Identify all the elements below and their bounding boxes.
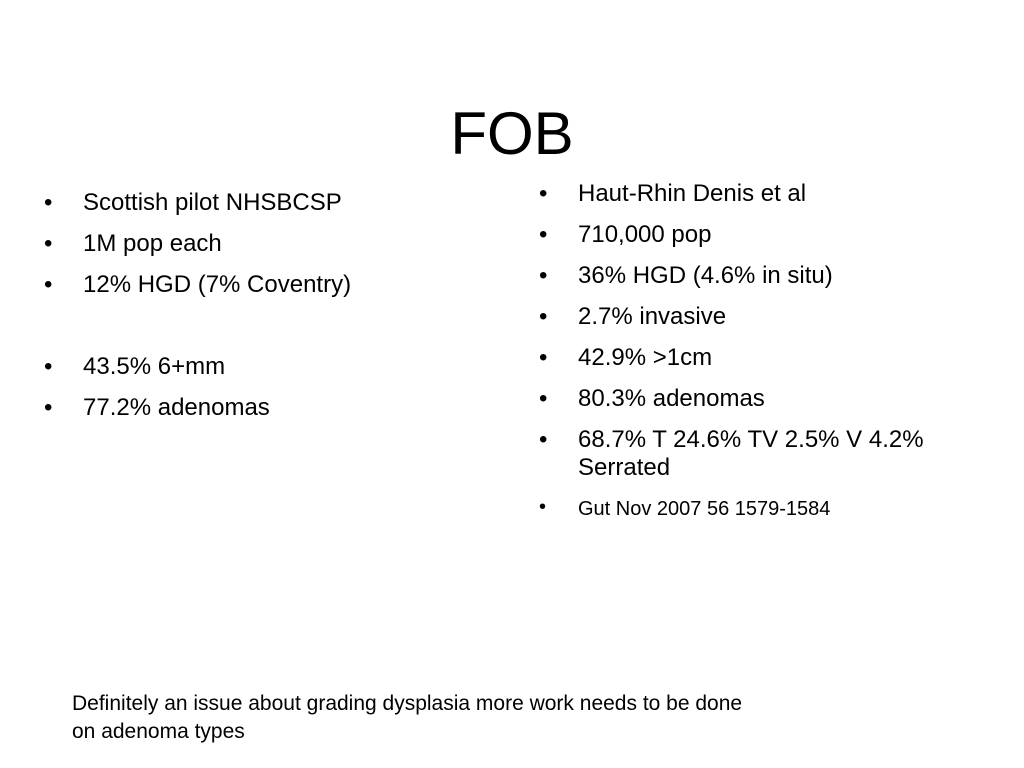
list-item [539,221,979,249]
list-item-text: 36% HGD (4.6% in situ) [578,262,833,289]
citation-text: Gut Nov 2007 56 1579-1584 [578,498,831,520]
list-item-text: 710,000 pop [578,221,712,248]
bullet-icon: • [539,385,548,412]
list-item [539,303,979,331]
bullet-icon: • [44,353,53,380]
right-bullet-list [539,180,979,534]
bullet-icon: • [44,189,53,216]
list-item [539,262,979,290]
list-item-text: 77.2% adenomas [83,394,270,421]
bullet-icon: • [44,394,53,421]
list-spacer [44,312,464,340]
list-item-text: 42.9% >1cm [578,344,713,371]
list-item [539,385,979,413]
slide-title: FOB [450,100,574,167]
citation-item [539,495,979,521]
list-item [539,426,979,482]
list-item [44,230,464,258]
footer-note: Definitely an issue about grading dysplasia more work needs to be done on adenoma types [72,692,743,743]
list-item-text: 80.3% adenomas [578,385,765,412]
bullet-icon: • [539,426,548,453]
list-item [539,344,979,372]
list-item [44,353,464,381]
list-item [44,189,464,217]
bullet-icon: • [539,344,548,371]
bullet-icon: • [44,230,53,257]
bullet-icon: • [539,262,548,289]
list-item-text: Haut-Rhin Denis et al [578,180,807,207]
list-item [44,394,464,422]
bullet-icon: • [539,303,548,330]
list-item-text: 12% HGD (7% Coventry) [83,271,352,298]
list-item-text: 68.7% T 24.6% TV 2.5% V 4.2% Serrated [578,426,924,481]
list-item-text: Scottish pilot NHSBCSP [83,189,342,216]
bullet-icon: • [539,180,548,207]
bullet-icon: • [539,496,547,518]
list-item [539,180,979,208]
left-bullet-list [44,189,464,435]
list-item-text: 2.7% invasive [578,303,727,330]
list-item [44,271,464,299]
bullet-icon: • [44,271,53,298]
bullet-icon: • [539,221,548,248]
list-item-text: 43.5% 6+mm [83,353,226,380]
list-item-text: 1M pop each [83,230,222,257]
